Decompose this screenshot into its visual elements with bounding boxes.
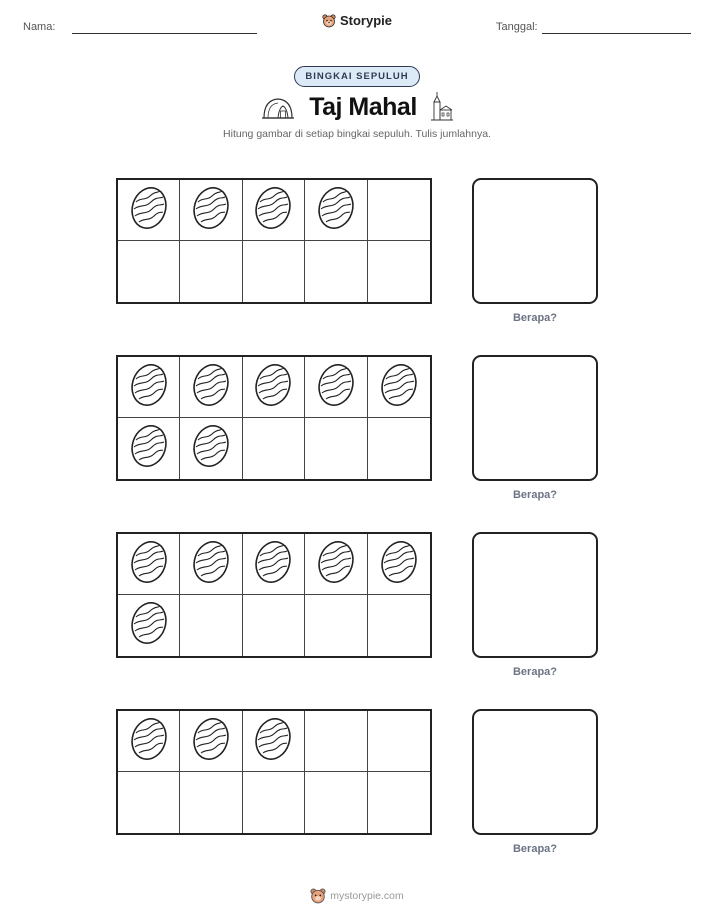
ten-frame-cell (368, 241, 430, 302)
brand-name: Storypie (339, 13, 392, 28)
striped-egg-icon (253, 185, 293, 236)
ten-frame-cell (180, 534, 242, 595)
striped-egg-icon (129, 539, 169, 590)
ten-frame-cell (368, 180, 430, 241)
striped-egg-icon (191, 185, 231, 236)
ten-frame-cell (180, 180, 242, 241)
ten-frame-cell (243, 772, 305, 833)
ten-frame-cell (243, 418, 305, 479)
ten-frame-cell (118, 357, 180, 418)
ten-frame-cell (243, 534, 305, 595)
ten-frame-cell (368, 772, 430, 833)
footer-website: mystorypie.com (330, 890, 404, 902)
answer-label: Berapa? (512, 843, 558, 855)
striped-egg-icon (379, 539, 419, 590)
instructions: Hitung gambar di setiap bingkai sepuluh. Tulis jumlahnya. (223, 128, 491, 140)
striped-egg-icon (253, 539, 293, 590)
ten-frame-cell (118, 772, 180, 833)
answer-box-4[interactable] (472, 709, 598, 835)
ten-frame-cell (305, 711, 367, 772)
ten-frame-2 (116, 355, 432, 481)
ten-frame-cell (305, 357, 367, 418)
striped-egg-icon (379, 362, 419, 413)
striped-egg-icon (129, 362, 169, 413)
striped-egg-icon (191, 539, 231, 590)
brand-logo (0, 13, 714, 28)
ten-frame-cell (118, 418, 180, 479)
date-line[interactable] (542, 33, 691, 34)
bear-mascot-icon (310, 888, 326, 904)
ten-frame-cell (180, 595, 242, 656)
ten-frame-cell (305, 595, 367, 656)
ten-frame-cell (368, 595, 430, 656)
ten-frame-cell (243, 711, 305, 772)
ten-frame-cell (368, 418, 430, 479)
ten-frame-3 (116, 532, 432, 658)
ten-frame-cell (368, 711, 430, 772)
ten-frame-cell (118, 595, 180, 656)
ten-frame-cell (305, 180, 367, 241)
striped-egg-icon (316, 539, 356, 590)
ten-frame-cell (243, 180, 305, 241)
answer-label: Berapa? (512, 666, 558, 678)
striped-egg-icon (316, 185, 356, 236)
striped-egg-icon (191, 423, 231, 474)
striped-egg-icon (191, 716, 231, 767)
ten-frame-cell (243, 241, 305, 302)
answer-box-3[interactable] (472, 532, 598, 658)
ten-frame-cell (118, 241, 180, 302)
striped-egg-icon (253, 362, 293, 413)
ten-frame-cell (243, 357, 305, 418)
tower-building-icon (431, 92, 453, 122)
ten-frame-cell (180, 357, 242, 418)
ten-frame-cell (305, 418, 367, 479)
date-label: Tanggal: (496, 21, 538, 33)
name-label: Nama: (23, 21, 56, 33)
ten-frame-cell (118, 534, 180, 595)
ten-frame-cell (305, 241, 367, 302)
ten-frame-4 (116, 709, 432, 835)
ten-frame-cell (180, 241, 242, 302)
ten-frame-cell (368, 534, 430, 595)
ten-frame-cell (180, 772, 242, 833)
striped-egg-icon (129, 185, 169, 236)
bear-mascot-icon (322, 14, 336, 28)
ten-frame-cell (118, 711, 180, 772)
striped-egg-icon (129, 716, 169, 767)
answer-box-2[interactable] (472, 355, 598, 481)
ten-frame-cell (180, 711, 242, 772)
name-line[interactable] (72, 33, 257, 34)
ten-frame-cell (180, 418, 242, 479)
answer-box-1[interactable] (472, 178, 598, 304)
ten-frame-1 (116, 178, 432, 304)
badge-container (0, 66, 714, 87)
striped-egg-icon (129, 600, 169, 651)
striped-egg-icon (191, 362, 231, 413)
answer-label: Berapa? (512, 489, 558, 501)
striped-egg-icon (253, 716, 293, 767)
ten-frame-cell (243, 595, 305, 656)
answer-label: Berapa? (512, 312, 558, 324)
ten-frame-cell (368, 357, 430, 418)
ten-frame-cell (305, 534, 367, 595)
striped-egg-icon (129, 423, 169, 474)
dome-building-icon (261, 94, 295, 120)
ten-frame-cell (118, 180, 180, 241)
ten-frame-cell (305, 772, 367, 833)
footer (0, 888, 714, 904)
worksheet-type-badge: BINGKAI SEPULUH (294, 66, 419, 87)
striped-egg-icon (316, 362, 356, 413)
page-title: Taj Mahal (309, 92, 417, 121)
title-row (0, 92, 714, 122)
